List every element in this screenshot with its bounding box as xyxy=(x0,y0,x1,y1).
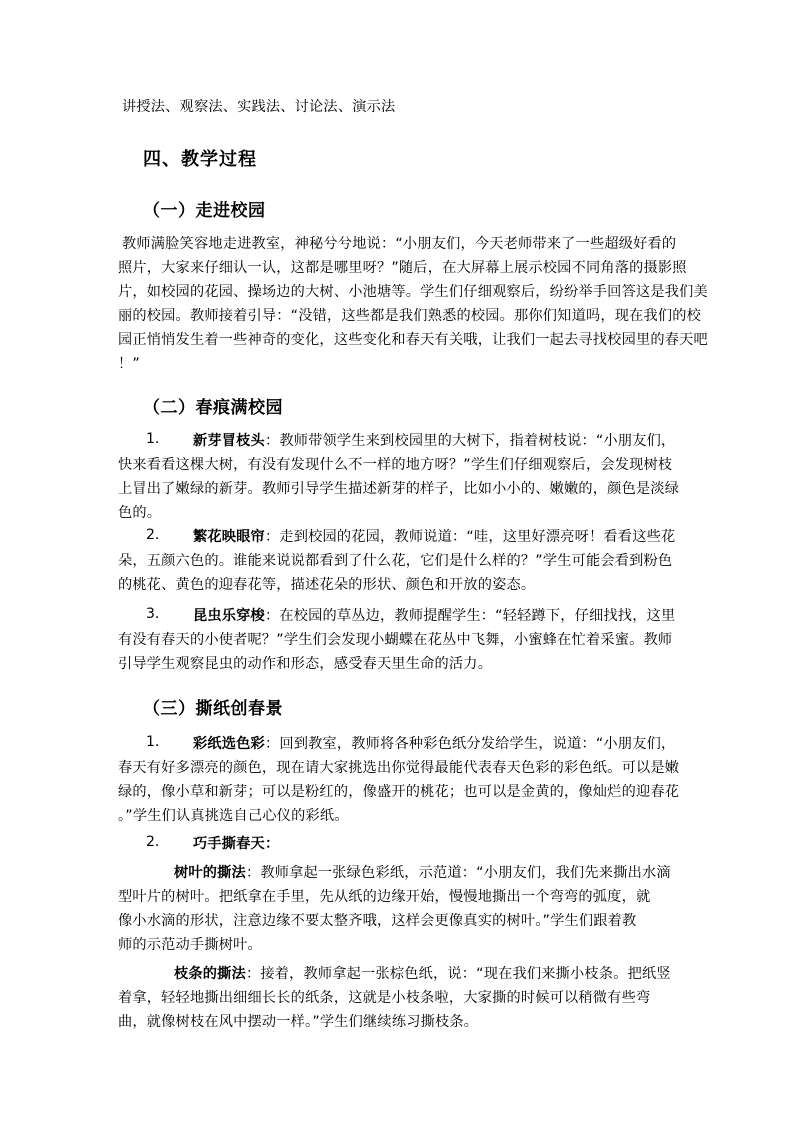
list-item-first-line xyxy=(193,605,675,625)
paragraph-line: 有没有春天的小使者呢？”学生们会发现小蝴蝶在花丛中飞舞，小蜜蜂在忙着采蜜。教师 xyxy=(118,632,673,648)
paragraph-line: 片，如校园的花园、操场边的大树、小池塘等。学生们仔细观察后，纷纷举手回答这是我们美 xyxy=(118,284,708,300)
list-item-title: 昆虫乐穿梭 xyxy=(193,608,265,624)
paragraph-line: 。”学生们认真挑选自己心仪的彩纸。 xyxy=(118,808,349,824)
list-number: 2. xyxy=(146,834,160,850)
paragraph-line: 绿的，像小草和新芽；可以是粉红的，像盛开的桃花；也可以是金黄的，像灿烂的迎春花 xyxy=(118,784,680,800)
list-item-title: 巧手撕春天： xyxy=(193,836,280,852)
part3-heading: （三）撕纸创春景 xyxy=(143,699,283,719)
paragraph-line: 的桃花、黄色的迎春花等，描述花朵的形状、颜色和开放的姿态。 xyxy=(118,577,536,593)
list-item-text: ：走到校园的花园，教师说道：“哇，这里好漂亮呀！看看这些花 xyxy=(264,529,676,545)
paragraph-line: ！” xyxy=(118,356,140,372)
list-item-title: 新芽冒枝头 xyxy=(193,433,265,449)
list-number: 1. xyxy=(146,431,160,447)
sub-item-first-line xyxy=(174,862,671,882)
list-item-text: ：教师带领学生来到校园里的大树下，指着树枝说：“小朋友们， xyxy=(264,433,676,449)
paragraph-line: 园正悄悄发生着一些神奇的变化，这些变化和春天有关哦，让我们一起去寻找校园里的春天吧 xyxy=(118,332,708,348)
paragraph-line: 春天有好多漂亮的颜色，现在请大家挑选出你觉得最能代表春天色彩的彩色纸。可以是嫩 xyxy=(118,760,680,776)
paragraph-line: 照片，大家来仔细认一认，这都是哪里呀？”随后，在大屏幕上展示校园不同角落的摄影照 xyxy=(118,260,687,276)
paragraph-line: 快来看看这棵大树，有没有发现什么不一样的地方呀？”学生们仔细观察后，会发现树枝 xyxy=(118,457,673,473)
paragraph-line: 朵，五颜六色的。谁能来说说都看到了什么花，它们是什么样的？”学生可能会看到粉色 xyxy=(118,553,673,569)
sub-item-text: ：教师拿起一张绿色彩纸，示范道：“小朋友们，我们先来撕出水滴 xyxy=(245,865,671,881)
paragraph-line: 上冒出了嫩绿的新芽。教师引导学生描述新芽的样子，比如小小的、嫩嫩的，颜色是淡绿 xyxy=(118,481,680,497)
paragraph-line: 曲，就像树枝在风中摆动一样。”学生们继续练习撕枝条。 xyxy=(118,1014,479,1030)
list-item-first-line xyxy=(193,733,675,753)
part2-heading: （二）春痕满校园 xyxy=(143,398,283,418)
list-number: 3. xyxy=(146,606,160,622)
paragraph-line: 着拿，轻轻地撕出细细长长的纸条，这就是小枝条啦，大家撕的时候可以稍微有些弯 xyxy=(118,990,651,1006)
paragraph-line: 教师满脸笑容地走进教室，神秘兮兮地说：“小朋友们，今天老师带来了一些超级好看的 xyxy=(122,236,677,252)
teaching-methods-text: 讲授法、观察法、实践法、讨论法、演示法 xyxy=(122,99,396,115)
paragraph-line: 师的示范动手撕树叶。 xyxy=(118,937,262,953)
list-item-title: 繁花映眼帘 xyxy=(193,529,265,545)
paragraph-line: 引导学生观察昆虫的动作和形态，感受春天里生命的活力。 xyxy=(118,656,493,672)
sub-item-text: ：接着，教师拿起一张棕色纸，说：“现在我们来撕小枝条。把纸竖 xyxy=(245,966,671,982)
list-item-title: 彩纸选色彩 xyxy=(193,736,265,752)
sub-item-title: 枝条的撕法 xyxy=(174,966,246,982)
list-item-first-line xyxy=(193,430,675,450)
list-number: 2. xyxy=(146,527,160,543)
paragraph-line: 像小水滴的形状，注意边缘不要太整齐哦，这样会更像真实的树叶。”学生们跟着教 xyxy=(118,913,637,929)
sub-item-first-line xyxy=(174,963,671,983)
section-heading: 四、教学过程 xyxy=(143,149,257,170)
list-item-first-line xyxy=(193,526,675,546)
paragraph-line: 色的。 xyxy=(118,505,162,521)
list-item-text: ：回到教室，教师将各种彩色纸分发给学生，说道：“小朋友们， xyxy=(264,736,676,752)
list-number: 1. xyxy=(146,734,160,750)
part1-heading: （一）走进校园 xyxy=(143,201,266,221)
paragraph-line: 丽的校园。教师接着引导：“没错，这些都是我们熟悉的校园。那你们知道吗，现在我们的校 xyxy=(118,308,702,324)
sub-item-title: 树叶的撕法 xyxy=(174,865,246,881)
list-item-text: ：在校园的草丛边，教师提醒学生：“轻轻蹲下，仔细找找，这里 xyxy=(264,608,676,624)
paragraph-line: 型叶片的树叶。把纸拿在手里，先从纸的边缘开始，慢慢地撕出一个弯弯的弧度，就 xyxy=(118,889,651,905)
